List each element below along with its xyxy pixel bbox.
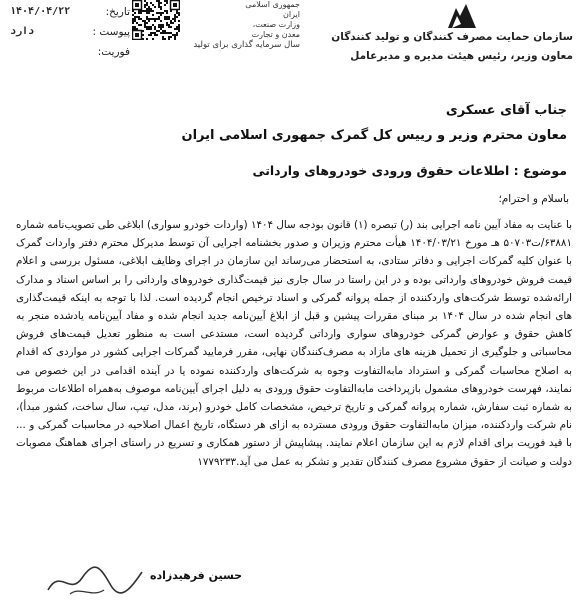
- ministry-emblem: [232, 0, 300, 39]
- attachment-value: دارد: [10, 26, 35, 37]
- addressee-block: [27, 98, 567, 148]
- letter-body: با عنایت به مفاد آیین نامه اجرایی بند (ر) تبصره (۱) قانون بودجه سال ۱۴۰۴ (واردات خودرو سواری) ابلاغی طی تصویب‌نامه شماره ۶۳۸۸۱/ت۵۰۷۰۳ هـ مورخ ۱۴۰۴/۰۳/۲۱ هیأت محترم وزیران و صدور بخشنامه اجرایی آن توسط مدیرکل محترم دفتر واردات گمرک با عنوان کلیه گمرکات اجرایی و دفاتر ستادی، به استحضار می‌رساند این سازمان در اجرای وظایف ابلاغی، مسئول بررسی و اعلام قیمت فروش خودروهای وارداتی بوده و در این راستا در سال جاری نیز قیمت‌گذاری خودروهای وارداتی را بر اساس اسناد و مدارک ارائه‌شده توسط شرکت‌های واردکننده از جمله پروانه گمرکی و اسناد ترخیص انجام گردیده است. لذا با توجه به اینکه قیمت‌گذاری های انجام شده در سال ۱۴۰۴ بر مبنای مقررات پیشین و قبل از ابلاغ آیین‌نامه جدید انجام شده و مفاد آیین‌نامه یادشده منجر به کاهش حقوق و عوارض گمرکی خودروهای سواری وارداتی گردیده است، مستدعی است به منظور تعدیل قیمت‌های فروش محاسباتی و جلوگیری از تحمیل هزینه های مازاد به مصرف‌کنندگان نهایی، مقرر فرمایید گمرکات اجرایی کشور در مواردی که اقدام به اصلاح محاسبات گمرکی و استرداد مابه‌التفاوت وجوه به شرکت‌های واردکننده نموده یا در آینده اقدامی در این خصوص می نمایند، فهرست خودروهای مشمول بازپرداخت مابه‌التفاوت حقوق ورودی به دلیل اجرای آیین‌نامه موصوف به‌همراه اطلاعات مربوط به شماره ثبت سفارش، شماره پروانه گمرکی و تاریخ ترخیص، مشخصات کامل خودرو (برند، مدل، تیپ، سال ساخت، کشور مبدأ)، نام شرکت واردکننده، میزان مابه‌التفاوت حقوق ورودی مسترده به ازای هر دستگاه، تاریخ اعمال اصلاحیه در محاسبات گمرکی و ... با قید فوریت برای اقدام لازم به این سازمان اعلام نمایند. پیشاپیش از دستور همکاری و تسریع در راستای اجرای هماهنگ مصوبات دولت و صیانت از حقوق مشروع مصرف کنندگان تقدیر و تشکر به عمل می آید.۱۷۷۹۲۳۳: [16, 219, 573, 468]
- attachment-label: پیوست :: [92, 26, 130, 38]
- year-slogan: سال سرمایه گذاری برای تولید: [193, 40, 300, 50]
- priority-label: فوریت:: [97, 46, 130, 58]
- organization-position: معاون وزیر، رئیس هیئت مدیره و مدیرعامل: [350, 50, 573, 62]
- qr-code-icon: [132, 0, 180, 40]
- signer-name: حسین فرهیدزاده: [150, 569, 243, 582]
- letter-greeting: باسلام و احترام؛: [498, 193, 569, 205]
- letter-subject: موضوع : اطلاعات حقوق ورودی خودروهای وارداتی: [252, 163, 567, 178]
- addressee-name: جناب آقای عسکری: [445, 103, 567, 118]
- date-value: ۱۴۰۴/۰۴/۲۲: [10, 6, 71, 17]
- date-row: [10, 2, 130, 22]
- organization-name: سازمان حمایت مصرف کنندگان و تولید کنندگان: [331, 31, 573, 43]
- organization-name-block: [313, 28, 573, 66]
- addressee-title: معاون محترم وزیر و رییس کل گمرک جمهوری اسلامی ایران: [181, 128, 567, 143]
- letter-meta: [10, 2, 130, 62]
- date-label: تاریخ:: [105, 6, 130, 18]
- emblem-line-ministry: وزارت صنعت، معدن و تجارت: [251, 20, 300, 39]
- handwritten-signature-icon: [40, 560, 150, 600]
- priority-row: [10, 42, 130, 62]
- emblem-line-country: جمهوری اسلامی ایران: [245, 0, 300, 19]
- attachment-row: [10, 22, 130, 42]
